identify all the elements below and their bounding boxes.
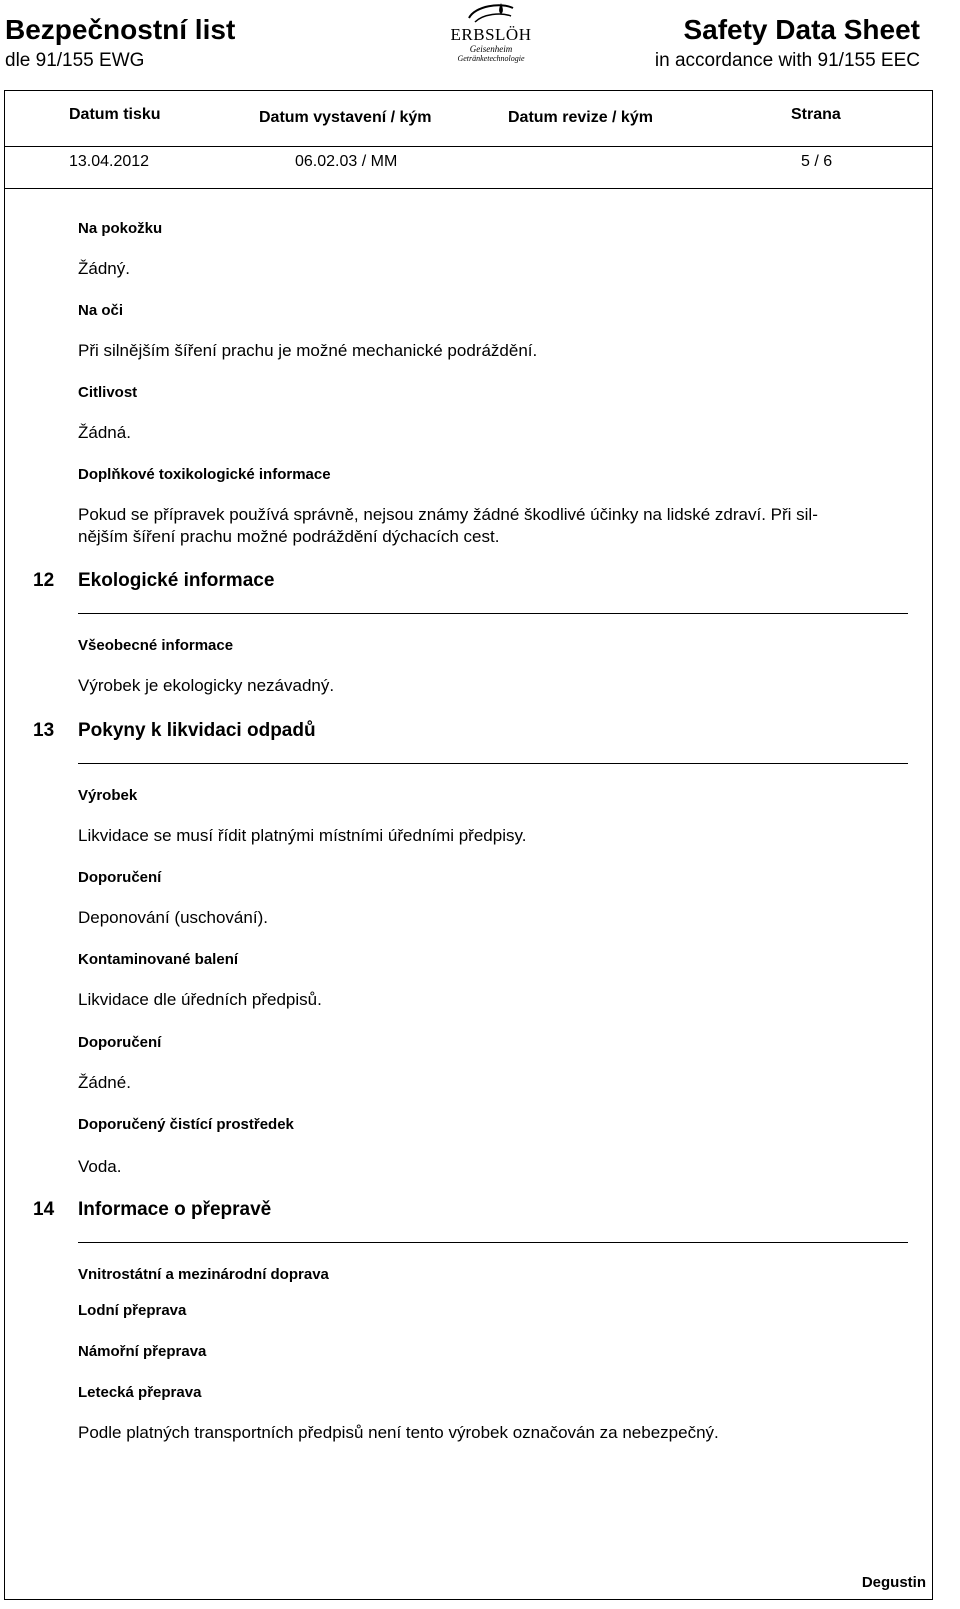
section-14-number: 14 (33, 1199, 55, 1220)
issue-date-header: Datum vystavení / kým (259, 109, 432, 126)
eyes-text: Při silnějším šíření prachu je možné mechanické podráždění. (78, 341, 538, 360)
header-title-cz: Bezpečnostní list (5, 14, 236, 45)
company-logo (436, 0, 546, 72)
header-title-en: Safety Data Sheet (683, 14, 920, 45)
toxicology-label: Doplňkové toxikologické informace (78, 466, 331, 483)
sensitization-label: Citlivost (78, 384, 138, 401)
page-value: 5 / 6 (801, 153, 833, 170)
packaging-label: Kontaminované balení (78, 951, 239, 968)
product-text: Likvidace se musí řídit platnými místními úředními předpisy. (78, 826, 527, 845)
section-13-number: 13 (33, 720, 55, 741)
header-subtitle-en: in accordance with 91/155 EEC (654, 50, 920, 71)
cleaning-agent-text: Voda. (78, 1157, 122, 1176)
skin-text: Žádný. (78, 259, 130, 278)
product-label: Výrobek (78, 787, 138, 804)
logo-line-1: Geisenheim (469, 44, 513, 54)
section-13-title: Pokyny k likvidaci odpadů (78, 720, 316, 741)
toxicology-text-line-2: nějším šíření prachu možné podráždění dýchacích cest. (78, 527, 500, 546)
sea-transport-label: Námořní přeprava (78, 1343, 207, 1360)
skin-label: Na pokožku (78, 220, 163, 237)
section-12-title: Ekologické informace (78, 570, 275, 591)
logo-line-2: Getränketechnologie (457, 54, 525, 63)
general-info-text: Výrobek je ekologicky nezávadný. (78, 676, 335, 695)
eyes-label: Na oči (78, 302, 124, 319)
toxicology-text-line-1: Pokud se přípravek používá správně, nejsou známy žádné škodlivé účinky na lidské zdraví. Při sil- (78, 505, 818, 524)
recommendation-1-label: Doporučení (78, 869, 162, 886)
recommendation-2-label: Doporučení (78, 1034, 162, 1051)
transport-note: Podle platných transportních předpisů není tento výrobek označován za nebezpečný. (78, 1423, 719, 1442)
logo-name: ERBSLÖH (450, 25, 532, 44)
packaging-text: Likvidace dle úředních předpisů. (78, 990, 322, 1009)
land-transport-label: Vnitrostátní a mezinárodní doprava (78, 1266, 329, 1283)
section-14-title: Informace o přepravě (78, 1199, 272, 1220)
section-12-divider (78, 613, 908, 614)
section-13-divider (78, 763, 908, 764)
ship-transport-label: Lodní přeprava (78, 1302, 187, 1319)
recommendation-2-text: Žádné. (78, 1073, 131, 1092)
cleaning-agent-label: Doporučený čistící prostředek (78, 1116, 294, 1133)
recommendation-1-text: Deponování (uschování). (78, 908, 268, 927)
header-subtitle-cz: dle 91/155 EWG (5, 50, 145, 71)
section-14-divider (78, 1242, 908, 1243)
page-header: Strana (791, 106, 841, 123)
document-frame (4, 90, 933, 1600)
info-table-header-row (5, 91, 932, 147)
footer-product-name: Degustin (861, 1574, 926, 1591)
print-date-value: 13.04.2012 (69, 153, 150, 170)
air-transport-label: Letecká přeprava (78, 1384, 202, 1401)
issue-date-value: 06.02.03 / MM (295, 153, 398, 170)
info-table (5, 91, 932, 189)
section-12-number: 12 (33, 570, 55, 591)
general-info-label: Všeobecné informace (78, 637, 234, 654)
print-date-header: Datum tisku (69, 106, 161, 123)
revision-date-header: Datum revize / kým (508, 109, 653, 126)
logo-mark-icon (461, 0, 521, 26)
sensitization-text: Žádná. (78, 423, 131, 442)
